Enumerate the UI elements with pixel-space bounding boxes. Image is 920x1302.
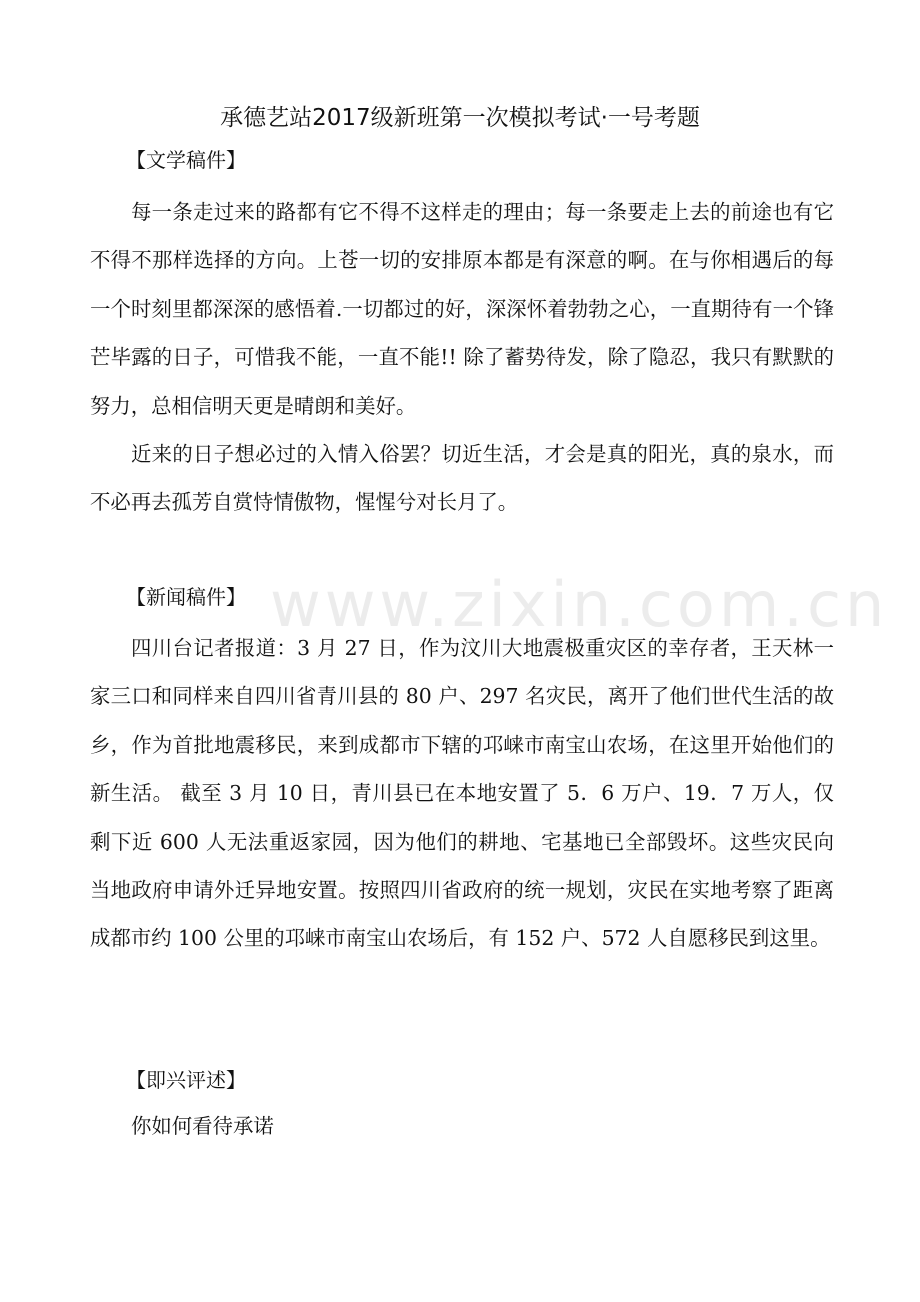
news-heading: 【新闻稿件】 <box>126 585 246 609</box>
watermark-text: www.zixin.com.cn <box>270 568 889 641</box>
literary-heading: 【文学稿件】 <box>126 148 246 172</box>
news-paragraph-1: 四川台记者报道：3 月 27 日，作为汶川大地震极重灾区的幸存者，王天林一家三口和同样来自四川省青川县的 80 户、297 名灾民，离开了他们世代生活的故乡，作为首批地震移民，来到成都市下辖的邛崃市南宝山农场，在这里开始他们的新生活。 截至 3 月 10 日，青川县已在本地安置了 5．6 万户、19．7 万人，仅剩下近 600 人无法重返家园，因为他们的耕地、宅基地已全部毁坏。这些灾民向当地政府申请外迁异地安置。按照四川省政府的统一规划，灾民在实地考察了距离成都市约 100 公里的邛崃市南宝山农场后，有 152 户、572 人自愿移民到这里。 <box>90 636 834 951</box>
impromptu-heading: 【即兴评述】 <box>126 1068 246 1092</box>
literary-paragraph-2: 近来的日子想必过的入情入俗罢？切近生活，才会是真的阳光，真的泉水，而不必再去孤芳自赏恃情傲物，惺惺兮对长月了。 <box>90 442 834 515</box>
literary-paragraph-1: 每一条走过来的路都有它不得不这样走的理由；每一条要走上去的前途也有它不得不那样选择的方向。上苍一切的安排原本都是有深意的啊。在与你相遇后的每一个时刻里都深深的感悟着.一切都过的好，深深怀着勃勃之心，一直期待有一个锋芒毕露的日子，可惜我不能，一直不能!! 除了蓄势待发，除了隐忍，我只有默默的努力，总相信明天更是晴朗和美好。 <box>90 200 834 418</box>
page-title: 承德艺站2017级新班第一次模拟考试·一号考题 <box>220 105 700 131</box>
impromptu-prompt: 你如何看待承诺 <box>131 1114 274 1138</box>
